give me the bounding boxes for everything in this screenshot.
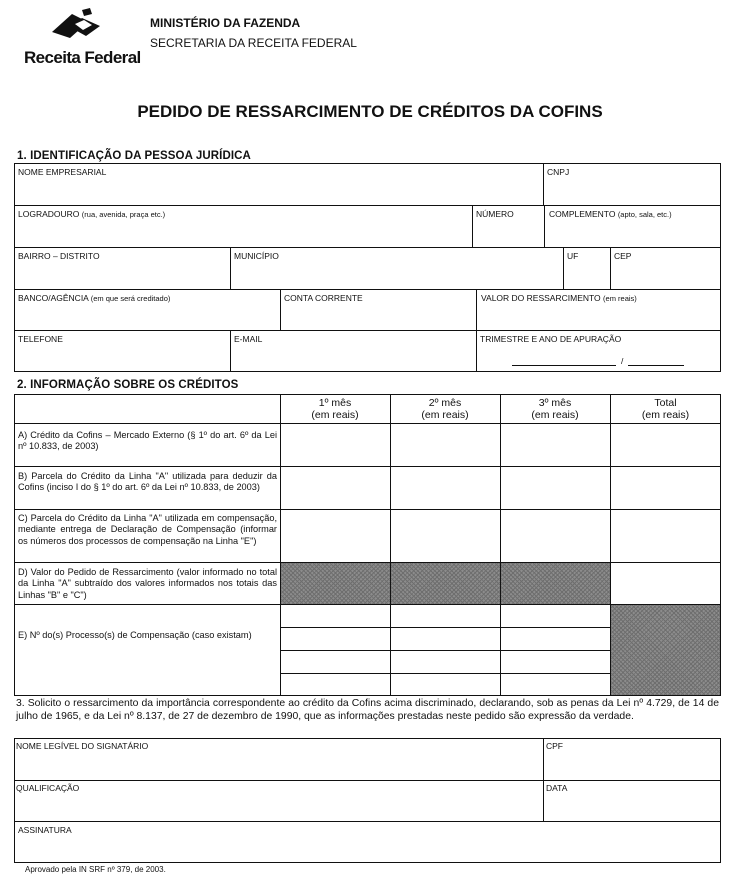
field-conta-corrente[interactable]: CONTA CORRENTE xyxy=(284,293,363,303)
col-header-total xyxy=(610,397,721,421)
row-d-shaded-month2 xyxy=(391,563,500,604)
col1-label: 1º mês xyxy=(318,397,352,409)
col-header-month3 xyxy=(500,397,610,421)
field-cep[interactable]: CEP xyxy=(614,251,632,261)
field-telefone[interactable]: TELEFONE xyxy=(18,334,63,344)
section3-frame xyxy=(14,738,721,863)
ministry-name: MINISTÉRIO DA FAZENDA xyxy=(150,16,301,30)
field-data[interactable]: DATA xyxy=(546,783,568,793)
trimestre-separator: / xyxy=(621,356,624,366)
field-uf[interactable]: UF xyxy=(567,251,579,261)
logo-wordmark: Receita Federal xyxy=(24,48,141,67)
logradouro-hint: (rua, avenida, praça etc.) xyxy=(81,210,166,219)
field-email[interactable]: E-MAIL xyxy=(234,334,263,344)
field-logradouro[interactable] xyxy=(18,209,165,220)
col-header-month2 xyxy=(390,397,500,421)
field-nome-empresarial[interactable]: NOME EMPRESARIAL xyxy=(18,167,107,177)
field-valor-ressarcimento[interactable] xyxy=(481,293,637,304)
section1-heading: 1. IDENTIFICAÇÃO DA PESSOA JURÍDICA xyxy=(17,150,251,162)
col2-label: 2º mês xyxy=(428,397,462,409)
footer-note: Aprovado pela IN SRF nº 379, de 2003. xyxy=(25,865,166,874)
valor-hint: (em reais) xyxy=(603,294,637,303)
field-cnpj[interactable]: CNPJ xyxy=(547,167,570,177)
ano-line xyxy=(628,365,684,366)
receita-federal-logo xyxy=(24,8,142,68)
row-a-label: A) Crédito da Cofins – Mercado Externo (§ 1º do art. 6º da Lei nº 10.833, de 2003) xyxy=(18,430,277,452)
banco-label: BANCO/AGÊNCIA xyxy=(18,293,89,303)
row-d-shaded-month1 xyxy=(281,563,390,604)
section2-heading: 2. INFORMAÇÃO SOBRE OS CRÉDITOS xyxy=(17,379,239,391)
col4-label: Total xyxy=(654,397,677,409)
row-d-label: D) Valor do Pedido de Ressarcimento (valor informado no total da Linha "A" subtraído dos valores informados nos totais das Linhas "B" e "C") xyxy=(18,567,277,600)
col3-label: 3º mês xyxy=(538,397,572,409)
page-title: PEDIDO DE RESSARCIMENTO DE CRÉDITOS DA COFINS xyxy=(137,102,603,121)
field-nome-signatario[interactable]: NOME LEGÍVEL DO SIGNATÁRIO xyxy=(16,741,149,751)
logradouro-label: LOGRADOURO xyxy=(18,209,80,219)
col-header-month1 xyxy=(280,397,390,421)
col2-unit: (em reais) xyxy=(421,409,469,421)
col4-unit: (em reais) xyxy=(641,409,690,421)
row-b-label: B) Parcela do Crédito da Linha "A" utilizada para deduzir da Cofins (inciso I do § 1º do art. 6º da Lei nº 10.833, de 2003) xyxy=(18,471,277,493)
field-municipio[interactable]: MUNICÍPIO xyxy=(234,251,279,261)
row-e-label: E) Nº do(s) Processo(s) de Compensação (caso existam) xyxy=(18,630,252,640)
row-e-shaded-total xyxy=(611,605,720,695)
section3-declaration: 3. Solicito o ressarcimento da importância correspondente ao crédito da Cofins acima discriminado, declarando, sob as penas da Lei nº 4.729, de 14 de julho de 1965, e da Lei nº 8.137, de 27 de dezembro de 1990, que as informações prestadas neste pedido são expressão da verdade. xyxy=(16,698,719,722)
row-c-label: C) Parcela do Crédito da Linha "A" utilizada em compensação, mediante entrega de Declaração de Compensação (informar os números dos processos de compensação na Linha "E") xyxy=(18,513,277,546)
field-cpf[interactable]: CPF xyxy=(546,741,563,751)
valor-label: VALOR DO RESSARCIMENTO xyxy=(481,293,601,303)
banco-hint: (em que será creditado) xyxy=(90,294,171,303)
field-bairro[interactable]: BAIRRO – DISTRITO xyxy=(18,251,100,261)
complemento-hint: (apto, sala, etc.) xyxy=(617,210,672,219)
row-d-shaded-month3 xyxy=(501,563,610,604)
col3-unit: (em reais) xyxy=(531,409,579,421)
field-numero[interactable]: NÚMERO xyxy=(476,209,514,219)
field-trimestre[interactable]: TRIMESTRE E ANO DE APURAÇÃO xyxy=(480,334,622,344)
field-assinatura[interactable]: ASSINATURA xyxy=(18,825,72,835)
complemento-label: COMPLEMENTO xyxy=(549,209,616,219)
field-qualificacao[interactable]: QUALIFICAÇÃO xyxy=(16,783,80,793)
receita-federal-emblem-icon xyxy=(24,8,142,50)
trimestre-line xyxy=(512,365,616,366)
field-complemento[interactable] xyxy=(549,209,672,220)
col1-unit: (em reais) xyxy=(311,409,359,421)
field-banco-agencia[interactable] xyxy=(18,293,170,304)
secretariat-name: SECRETARIA DA RECEITA FEDERAL xyxy=(150,36,357,50)
